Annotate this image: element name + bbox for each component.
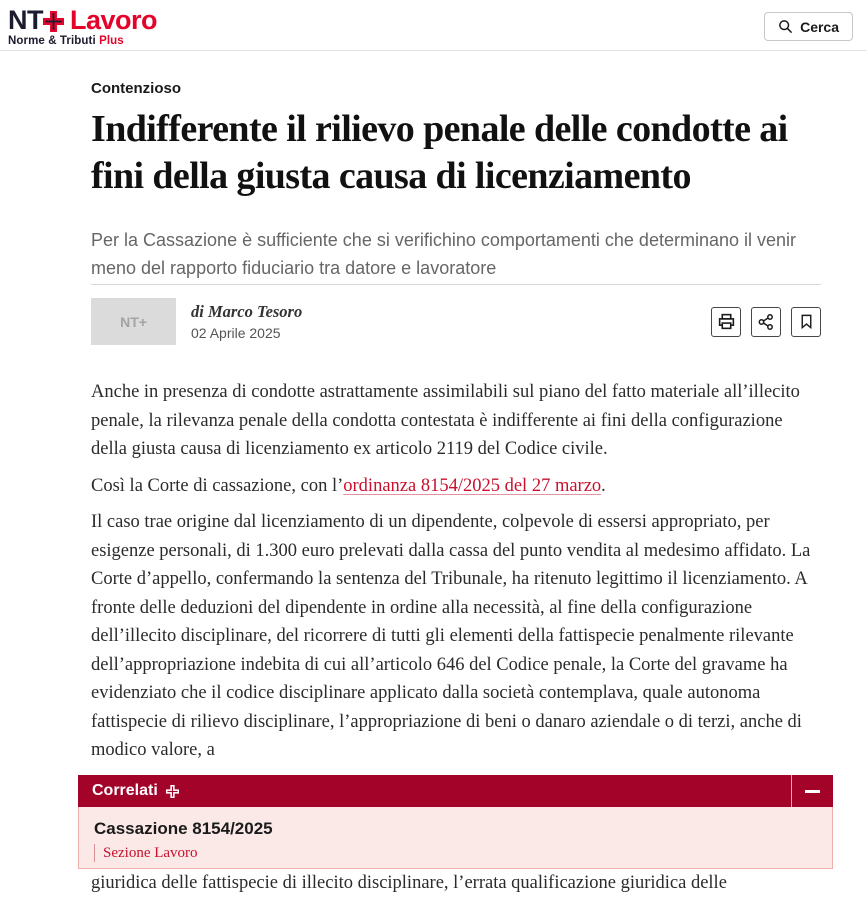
nt-plus-small-icon (166, 785, 179, 798)
bookmark-icon (798, 313, 815, 330)
article-paragraph-3: Il caso trae origine dal licenziamento di un dipendente, colpevole di essersi appropriato, per esigenze personali, di 1.300 euro prelevati dalla cassa del punto vendita al medesimo affidato. La Corte d’appello, confermando la sentenza del Tribunale, ha ritenuto legittimo il licenziamento. A fronte delle deduzioni del dipendente in ordine alla necessità, al fine della configurazione dell’illecito disciplinare, del ricorrere di tutti gli elementi della fattispecie penalmente rilevante dell’appropriazione indebita di cui all’articolo 646 del Codice penale, la Corte del gravame ha evidenziato che il codice disciplinare applicato dalla società contemplava, quale autonoma fattispecie di rilievo disciplinare, l’appropriazione di beni o danaro aziendale o di terzi, anche di modico valore, a (91, 512, 811, 760)
nt-plus-icon (43, 10, 64, 31)
paragraph-2-text: Così la Corte di cassazione, con l’ (91, 475, 344, 496)
logo-tagline-main: Norme & Tributi (8, 35, 96, 47)
search-button[interactable] (764, 12, 853, 41)
print-button[interactable] (711, 307, 741, 337)
search-button-label: Cerca (800, 18, 839, 35)
site-logo[interactable] (8, 7, 157, 47)
related-item-section: Sezione Lavoro (94, 844, 198, 862)
related-item-title: Cassazione 8154/2025 (94, 819, 273, 838)
byline-meta (191, 302, 302, 341)
ordinanza-link[interactable]: ordinanza 8154/2025 del 27 marzo (343, 475, 602, 496)
correlati-bar (78, 775, 833, 807)
subtitle-divider (91, 284, 821, 285)
share-button[interactable] (751, 307, 781, 337)
logo-nt-text: NT (8, 5, 43, 35)
article-thumbnail (91, 298, 176, 345)
correlati-overlay (78, 775, 833, 869)
byline-row (91, 298, 821, 345)
related-item[interactable] (94, 819, 817, 862)
article-paragraph-2 (91, 472, 821, 501)
article-actions (711, 307, 821, 337)
search-icon (778, 19, 793, 34)
correlati-title (78, 782, 179, 800)
logo-name-text: Lavoro (70, 5, 158, 35)
thumbnail-watermark: NT+ (120, 313, 147, 330)
logo-tagline-plus: Plus (99, 35, 124, 47)
share-icon (757, 313, 775, 331)
category-label[interactable]: Contenzioso (91, 80, 181, 97)
collapse-correlati-button[interactable] (791, 775, 833, 807)
paragraph-2-period: . (601, 475, 606, 496)
minus-icon (805, 790, 820, 793)
article-paragraph-clipped: giuridica delle fattispecie di illecito disciplinare, l’errata qualificazione giuridica delle (91, 873, 727, 893)
article-subtitle: Per la Cassazione è sufficiente che si verifichino comportamenti che determinano il venir meno del rapporto fiduciario tra datore e lavoratore (91, 230, 797, 278)
print-icon (717, 312, 736, 331)
article-headline: Indifferente il rilievo penale delle condotte ai fini della giusta causa di licenziamento (91, 108, 788, 197)
article-paragraph-1: Anche in presenza di condotte astrattamente assimilabili sul piano del fatto materiale all’illecito penale, la rilevanza penale della condotta contestata è indifferente ai fini della configurazione della giusta causa di licenziamento ex articolo 2119 del Codice civile. (91, 382, 800, 459)
logo-wordmark (8, 7, 157, 34)
logo-tagline (8, 35, 157, 47)
site-header (0, 0, 867, 51)
correlati-title-label: Correlati (92, 782, 158, 799)
publication-date: 02 Aprile 2025 (191, 325, 281, 341)
author-name: di Marco Tesoro (191, 302, 303, 321)
correlati-panel (78, 807, 833, 869)
article-body (91, 378, 821, 765)
article (91, 80, 821, 773)
bookmark-button[interactable] (791, 307, 821, 337)
